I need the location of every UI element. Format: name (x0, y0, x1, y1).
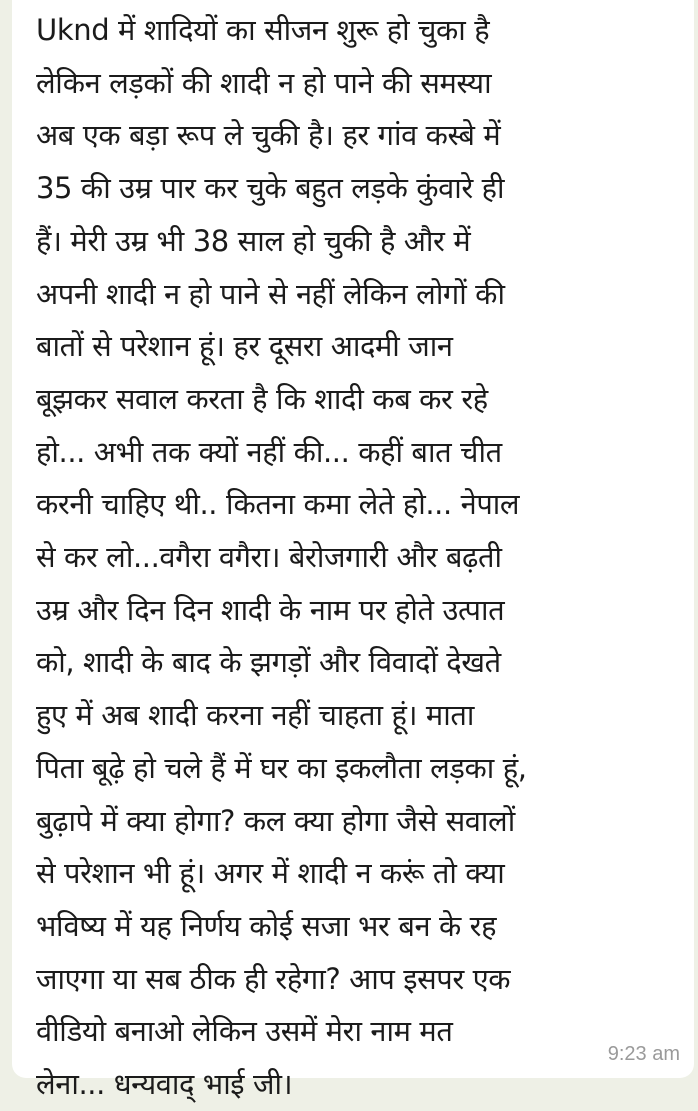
message-bubble[interactable] (12, 0, 694, 1102)
message-line: भविष्य में यह निर्णय कोई सजा भर बन के रह (36, 908, 497, 943)
message-line: हो... अभी तक क्यों नहीं की... कहीं बात चीत (36, 434, 502, 469)
message-line: लेकिन लड़कों की शादी न हो पाने की समस्या (36, 65, 492, 100)
message-line: लेना... धन्यवाद् भाई जी। (36, 1067, 293, 1102)
message-line: वीडियो बनाओ लेकिन उसमें मेरा नाम मत (36, 1014, 453, 1049)
message-line: को, शादी के बाद के झगड़ों और विवादों देखते (36, 645, 501, 680)
message-line: 35 की उम्र पार कर चुके बहुत लड़के कुंवारे ही (36, 171, 505, 206)
message-line: बातों से परेशान हूं। हर दूसरा आदमी जान (36, 329, 453, 364)
message-line: जाएगा या सब ठीक ही रहेगा? आप इसपर एक (36, 961, 511, 996)
message-line: उम्र और दिन दिन शादी के नाम पर होते उत्पात (36, 592, 505, 627)
message-line: से परेशान भी हूं। अगर में शादी न करूं तो क्या (36, 856, 505, 891)
message-line: अपनी शादी न हो पाने से नहीं लेकिन लोगों की (36, 276, 505, 311)
message-timestamp: 9:23 am (607, 1043, 680, 1065)
message-line: हैं। मेरी उम्र भी 38 साल हो चुकी है और में (36, 223, 471, 258)
message-line: हुए में अब शादी करना नहीं चाहता हूं। माता (36, 698, 474, 733)
message-line: करनी चाहिए थी.. कितना कमा लेते हो... नेपाल (36, 487, 520, 522)
message-line: Uknd में शादियों का सीजन शुरू हो चुका है (36, 13, 490, 47)
message-line: पिता बूढ़े हो चले हैं में घर का इकलौता लड़का हूं, (36, 750, 527, 785)
message-text (36, 4, 680, 1111)
message-line: बुढ़ापे में क्या होगा? कल क्या होगा जैसे सवालों (36, 803, 515, 838)
message-line: अब एक बड़ा रूप ले चुकी है। हर गांव कस्बे में (36, 118, 501, 153)
message-line: बूझकर सवाल करता है कि शादी कब कर रहे (36, 381, 488, 416)
message-line: से कर लो...वगैरा वगैरा। बेरोजगारी और बढ़ती (36, 540, 502, 575)
